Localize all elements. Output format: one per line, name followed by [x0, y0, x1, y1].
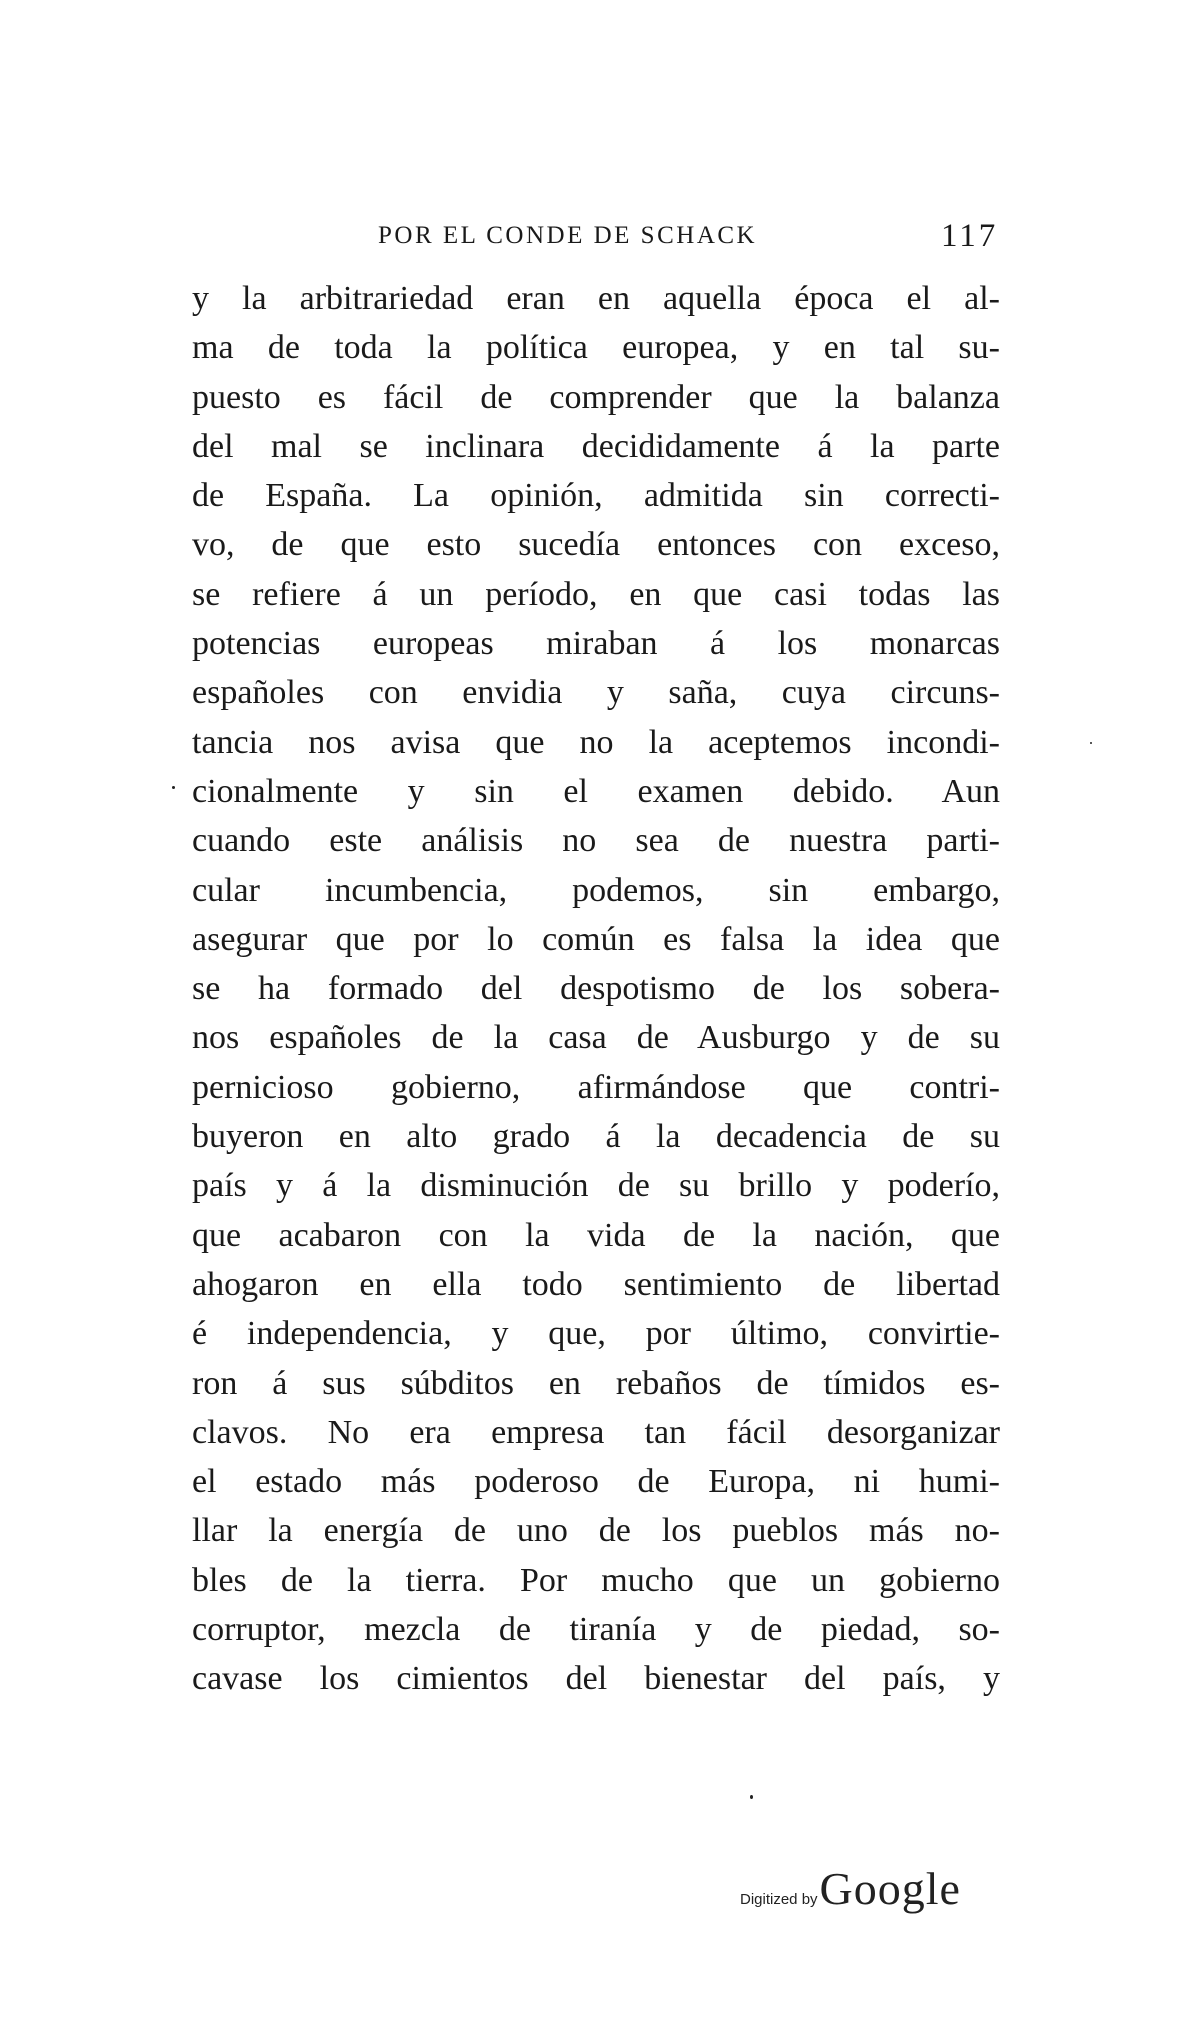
- running-header: POR EL CONDE DE SCHACK: [378, 222, 758, 249]
- scan-speck: [172, 786, 175, 789]
- text-line: asegurar que por lo común es falsa la idea que: [192, 920, 1000, 958]
- text-line: y la arbitrariedad eran en aquella época el al-: [192, 280, 1000, 317]
- text-line: cuando este análisis no sea de nuestra parti-: [192, 822, 1000, 860]
- text-line: corruptor, mezcla de tiranía y de piedad, so-: [192, 1611, 1000, 1649]
- text-line: bles de la tierra. Por mucho que un gobierno: [192, 1561, 1000, 1599]
- text-line: país y á la disminución de su brillo y poderío,: [192, 1167, 1000, 1205]
- text-line: pernicioso gobierno, afirmándose que contri-: [192, 1068, 1000, 1106]
- text-line: cavase los cimientos del bienestar del país, y: [192, 1660, 1000, 1698]
- google-logo: Google: [819, 1863, 961, 1914]
- text-line: cular incumbencia, podemos, sin embargo,: [192, 871, 1000, 909]
- text-line: é independencia, y que, por último, convirtie-: [192, 1315, 1000, 1353]
- text-line: tancia nos avisa que no la aceptemos incondi-: [192, 723, 1000, 761]
- text-line: nos españoles de la casa de Ausburgo y de su: [192, 1019, 1000, 1057]
- text-line: cionalmente y sin el examen debido. Aun: [192, 772, 1000, 810]
- text-line: buyeron en alto grado á la decadencia de su: [192, 1118, 1000, 1156]
- digitized-by-google-watermark: [740, 1862, 961, 1915]
- scan-speck: [750, 1795, 753, 1799]
- text-line: puesto es fácil de comprender que la balanza: [192, 378, 1000, 416]
- text-line: ahogaron en ella todo sentimiento de libertad: [192, 1265, 1000, 1303]
- text-line: ma de toda la política europea, y en tal su-: [192, 329, 1000, 367]
- text-line: vo, de que esto sucedía entonces con exceso,: [192, 526, 1000, 564]
- text-line: del mal se inclinara decididamente á la parte: [192, 427, 1000, 465]
- text-line: clavos. No era empresa tan fácil desorganizar: [192, 1413, 1000, 1451]
- text-line: de España. La opinión, admitida sin correcti-: [192, 477, 1000, 515]
- text-line: que acabaron con la vida de la nación, que: [192, 1216, 1000, 1254]
- text-line: españoles con envidia y saña, cuya circuns-: [192, 674, 1000, 712]
- digitized-by-label: Digitized by: [740, 1891, 818, 1908]
- page-number: 117: [941, 218, 999, 254]
- scan-speck: [1090, 742, 1092, 744]
- text-line: se refiere á un período, en que casi todas las: [192, 575, 1000, 613]
- text-line: llar la energía de uno de los pueblos más no-: [192, 1512, 1000, 1550]
- body-text: [192, 274, 1000, 1704]
- text-line: potencias europeas miraban á los monarcas: [192, 625, 1000, 663]
- text-line: el estado más poderoso de Europa, ni humi-: [192, 1463, 1000, 1501]
- text-line: se ha formado del despotismo de los sobera-: [192, 970, 1000, 1008]
- text-line: ron á sus súbditos en rebaños de tímidos es-: [192, 1364, 1000, 1402]
